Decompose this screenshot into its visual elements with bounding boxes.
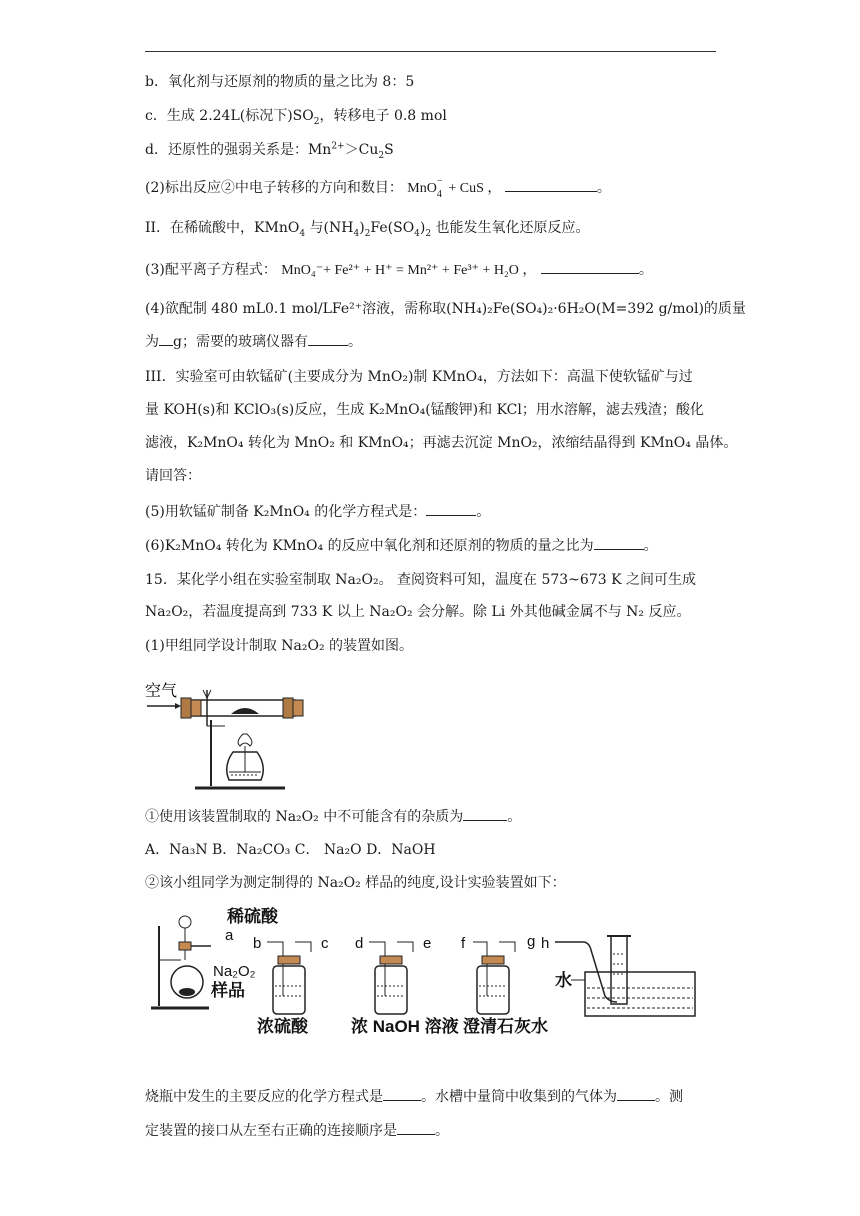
- q14-part-3: (3)配平离子方程式： MnO₄⁻+ Fe²⁺ + H⁺ = Mn²⁺ + Fe³⁺ + H₂O ， 。: [145, 259, 653, 281]
- label-d: d: [355, 935, 364, 952]
- bottle-naoh: [375, 966, 407, 1014]
- figure-water-trough: [555, 906, 715, 1036]
- label-c: c: [321, 935, 329, 952]
- answer-blank-15-1[interactable]: [463, 806, 507, 821]
- section-iii-line4: 请回答：: [145, 468, 201, 484]
- left-stopper: [181, 698, 191, 718]
- graduated-cylinder: [611, 936, 627, 1004]
- q14-option-c: [145, 106, 447, 126]
- figure-heating-apparatus: [145, 676, 315, 794]
- q14-part-4-line1: (4)欲配制 480 mL0.1 mol/LFe²⁺溶液，需称取(NH₄)₂Fe(SO₄)₂·6H₂O(M=392 g/mol)的质量: [145, 301, 746, 317]
- q15-final-line1: 烧瓶中发生的主要反应的化学方程式是 。水槽中量筒中收集到的气体为 。测: [145, 1086, 683, 1107]
- option-d-post: S: [384, 142, 394, 158]
- q15-sub-1: ①使用该装置制取的 Na₂O₂ 中不可能含有的杂质为 。: [145, 806, 521, 827]
- option-d-mid: ＞Cu: [344, 142, 379, 158]
- trough: [585, 972, 695, 1016]
- label-h: h: [541, 935, 550, 952]
- section-iii-line2: 量 KOH(s)和 KClO₃(s)反应，生成 K₂MnO₄(锰酸钾)和 KCl；用水溶解，滤去残渣；酸化: [145, 402, 704, 418]
- label-e: e: [423, 935, 432, 952]
- answer-blank-4a[interactable]: [159, 331, 173, 346]
- q14-option-b: [145, 72, 414, 92]
- answer-blank-6[interactable]: [594, 535, 644, 550]
- bottle1-label: 浓硫酸: [257, 1017, 308, 1036]
- bottle-limewater: [477, 966, 509, 1014]
- option-c-sub: 2: [313, 116, 320, 127]
- answer-blank-order[interactable]: [397, 1120, 435, 1135]
- label-b: b: [253, 935, 262, 952]
- option-c-post: ，转移电子 0.8 mol: [319, 108, 447, 124]
- flame: [238, 734, 252, 746]
- sample-solid: [179, 988, 195, 996]
- option-d-text: d．还原性的强弱关系是：Mn: [145, 142, 332, 158]
- option-d-sup: 2+: [331, 141, 345, 152]
- header-rule: [145, 51, 716, 52]
- answer-blank-gas[interactable]: [617, 1086, 655, 1101]
- answer-blank-5[interactable]: [426, 501, 476, 516]
- section-iii-line3: 滤液，K₂MnO₄ 转化为 MnO₂ 和 KMnO₄；再滤去沉淀 MnO₂，浓缩结晶得到 KMnO₄ 晶体。: [145, 435, 738, 451]
- bottle2-label: 浓 NaOH 溶液: [351, 1017, 459, 1036]
- answer-blank-3[interactable]: [541, 259, 639, 274]
- acid-label: 稀硫酸: [227, 907, 278, 926]
- q14-part-2: (2)标出反应②中电子转移的方向和数目： MnO − 4 + CuS ， 。: [145, 176, 611, 200]
- q14-part-4-line2: 为 g；需要的玻璃仪器有 。: [145, 331, 362, 352]
- bottle3-label: 澄清石灰水: [463, 1017, 548, 1036]
- q15-options: A．Na₃N B．Na₂CO₃ C． Na₂O D．NaOH: [145, 842, 436, 858]
- answer-blank-2[interactable]: [505, 177, 597, 192]
- q15-sub-2: ②该小组同学为测定制得的 Na₂O₂ 样品的纯度,设计实验装置如下：: [145, 875, 566, 891]
- sample-label-2: 样品: [211, 981, 245, 1000]
- dropping-funnel: [179, 916, 191, 928]
- q14-part-6: (6)K₂MnO₄ 转化为 KMnO₄ 的反应中氧化剂和还原剂的物质的量之比为 。: [145, 535, 658, 556]
- right-stopper: [283, 698, 293, 718]
- section-iii-line1: III．实验室可由软锰矿(主要成分为 MnO₂)制 KMnO₄，方法如下：高温下使软锰矿与过: [145, 369, 693, 385]
- sample-label-1: Na₂O₂: [213, 963, 256, 980]
- bottle-conc-h2so4: [273, 966, 305, 1014]
- q14-option-d: [145, 140, 394, 160]
- option-b-text: b．氧化剂与还原剂的物质的量之比为 8：5: [145, 74, 415, 90]
- ionic-equation: MnO₄⁻+ Fe²⁺ + H⁺ = Mn²⁺ + Fe³⁺ + H₂O ，: [281, 263, 537, 278]
- answer-blank-4b[interactable]: [308, 331, 348, 346]
- q15-intro-line1: 15．某化学小组在实验室制取 Na₂O₂。 查阅资料可知，温度在 573~673 K 之间可生成: [145, 572, 696, 588]
- q15-final-line2: 定装置的接口从左至右正确的连接顺序是 。: [145, 1120, 449, 1141]
- section-ii-heading: II．在稀硫酸中，KMnO$_4$ 与$(NH_4)_2Fe(SO_4)_2$ 也能发生氧化还原反应。: [145, 220, 590, 239]
- air-label: 空气: [145, 683, 178, 700]
- answer-blank-equation[interactable]: [383, 1086, 421, 1101]
- figure-measuring-apparatus: [145, 906, 555, 1036]
- part2-text: (2)标出反应②中电子转移的方向和数目：: [145, 180, 403, 196]
- option-d-sub: 2: [378, 150, 385, 161]
- option-c-text: c．生成 2.24L(标况下)SO: [145, 108, 314, 124]
- label-g: g: [527, 933, 536, 950]
- water-label: 水: [555, 971, 572, 990]
- q15-part-1: (1)甲组同学设计制取 Na₂O₂ 的装置如图。: [145, 638, 414, 654]
- q15-intro-line2: Na₂O₂，若温度提高到 733 K 以上 Na₂O₂ 会分解。除 Li 外其他碱金属不与 N₂ 反应。: [145, 604, 691, 620]
- q14-part-5: (5)用软锰矿制备 K₂MnO₄ 的化学方程式是： 。: [145, 501, 490, 522]
- label-a: a: [225, 927, 234, 944]
- label-f: f: [461, 935, 466, 952]
- part2-formula: MnO − 4 + CuS ，: [407, 176, 502, 200]
- sample-boat: [231, 708, 259, 714]
